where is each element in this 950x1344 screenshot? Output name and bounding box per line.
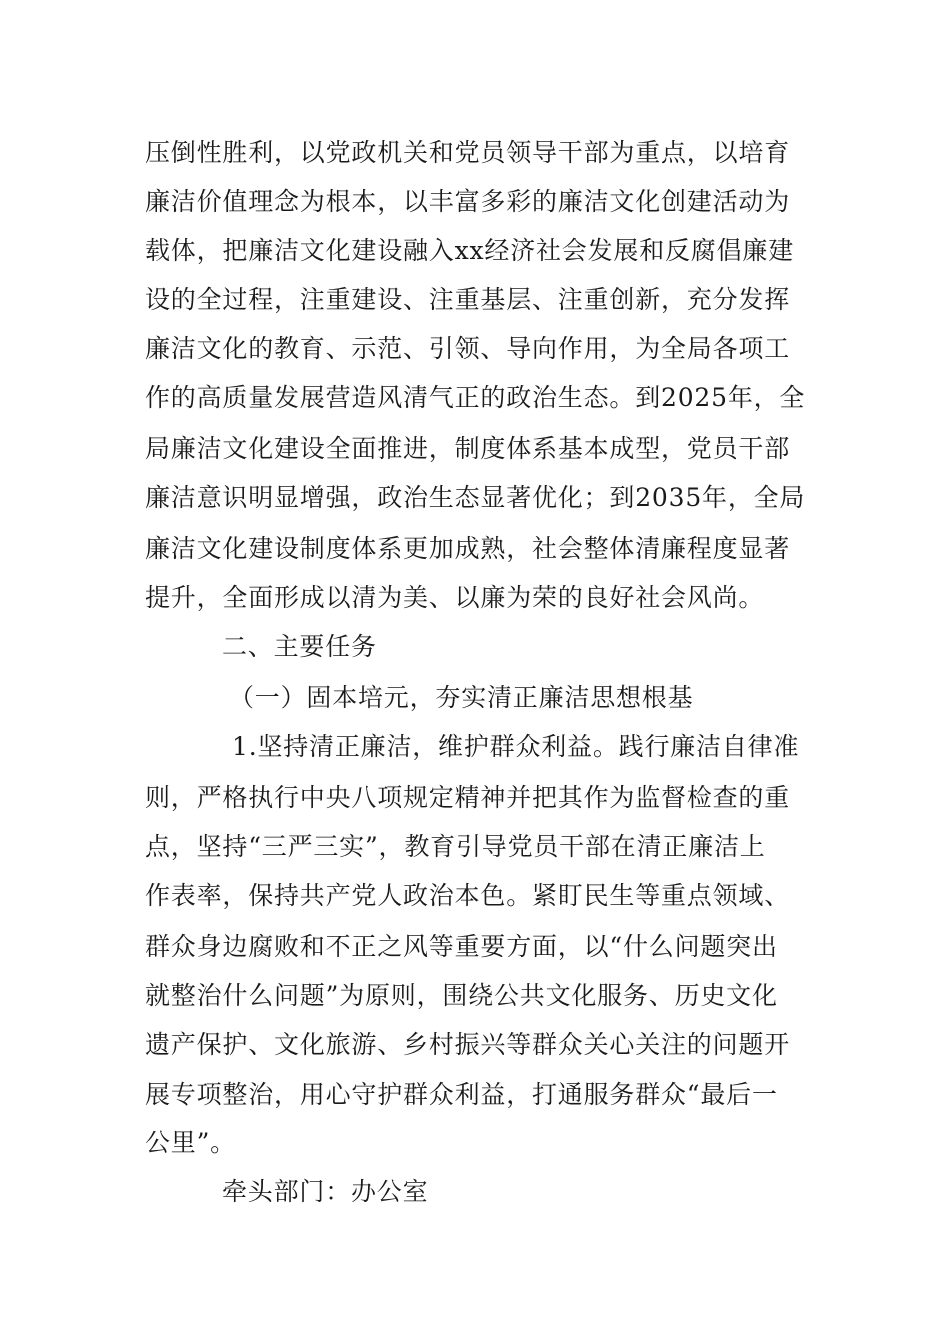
- item-line: 就整治什么问题”为原则，围绕公共文化服务、历史文化: [145, 981, 778, 1010]
- paragraph-line: 廉洁文化建设制度体系更加成熟，社会整体清廉程度显著: [145, 534, 791, 563]
- lead-department: 牵头部门：办公室: [222, 1177, 429, 1206]
- paragraph-line: 载体，把廉洁文化建设融入xx经济社会发展和反腐倡廉建: [145, 236, 795, 265]
- paragraph-line: 廉洁意识明显增强，政治生态显著优化；到2035年，全局: [145, 483, 806, 512]
- paragraph-line: 廉洁价值理念为根本，以丰富多彩的廉洁文化创建活动为: [145, 187, 791, 216]
- item-line: 群众身边腐败和不正之风等重要方面，以“什么问题突出: [145, 932, 778, 961]
- item-line: 1.坚持清正廉洁，维护群众利益。践行廉洁自律准: [232, 732, 800, 761]
- subsection-heading: （一）固本培元，夯实清正廉洁思想根基: [229, 683, 694, 712]
- item-line: 遗产保护、文化旅游、乡村振兴等群众关心关注的问题开: [145, 1030, 791, 1059]
- paragraph-line: 设的全过程，注重建设、注重基层、注重创新，充分发挥: [145, 285, 791, 314]
- paragraph-line: 局廉洁文化建设全面推进，制度体系基本成型，党员干部: [145, 434, 791, 463]
- paragraph-line: 作的高质量发展营造风清气正的政治生态。到2025年，全: [145, 383, 806, 412]
- item-line: 展专项整治，用心守护群众利益，打通服务群众“最后一: [145, 1080, 778, 1109]
- paragraph-line: 压倒性胜利，以党政机关和党员领导干部为重点，以培育: [145, 138, 791, 167]
- paragraph-line: 廉洁文化的教育、示范、引领、导向作用，为全局各项工: [145, 334, 791, 363]
- item-line: 点，坚持“三严三实”，教育引导党员干部在清正廉洁上: [145, 832, 766, 861]
- item-line: 公里”。: [145, 1128, 236, 1157]
- item-line: 作表率，保持共产党人政治本色。紧盯民生等重点领域、: [145, 881, 791, 910]
- paragraph-line: 提升，全面形成以清为美、以廉为荣的良好社会风尚。: [145, 583, 765, 612]
- item-line: 则，严格执行中央八项规定精神并把其作为监督检查的重: [145, 783, 791, 812]
- section-heading: 二、主要任务: [222, 632, 377, 661]
